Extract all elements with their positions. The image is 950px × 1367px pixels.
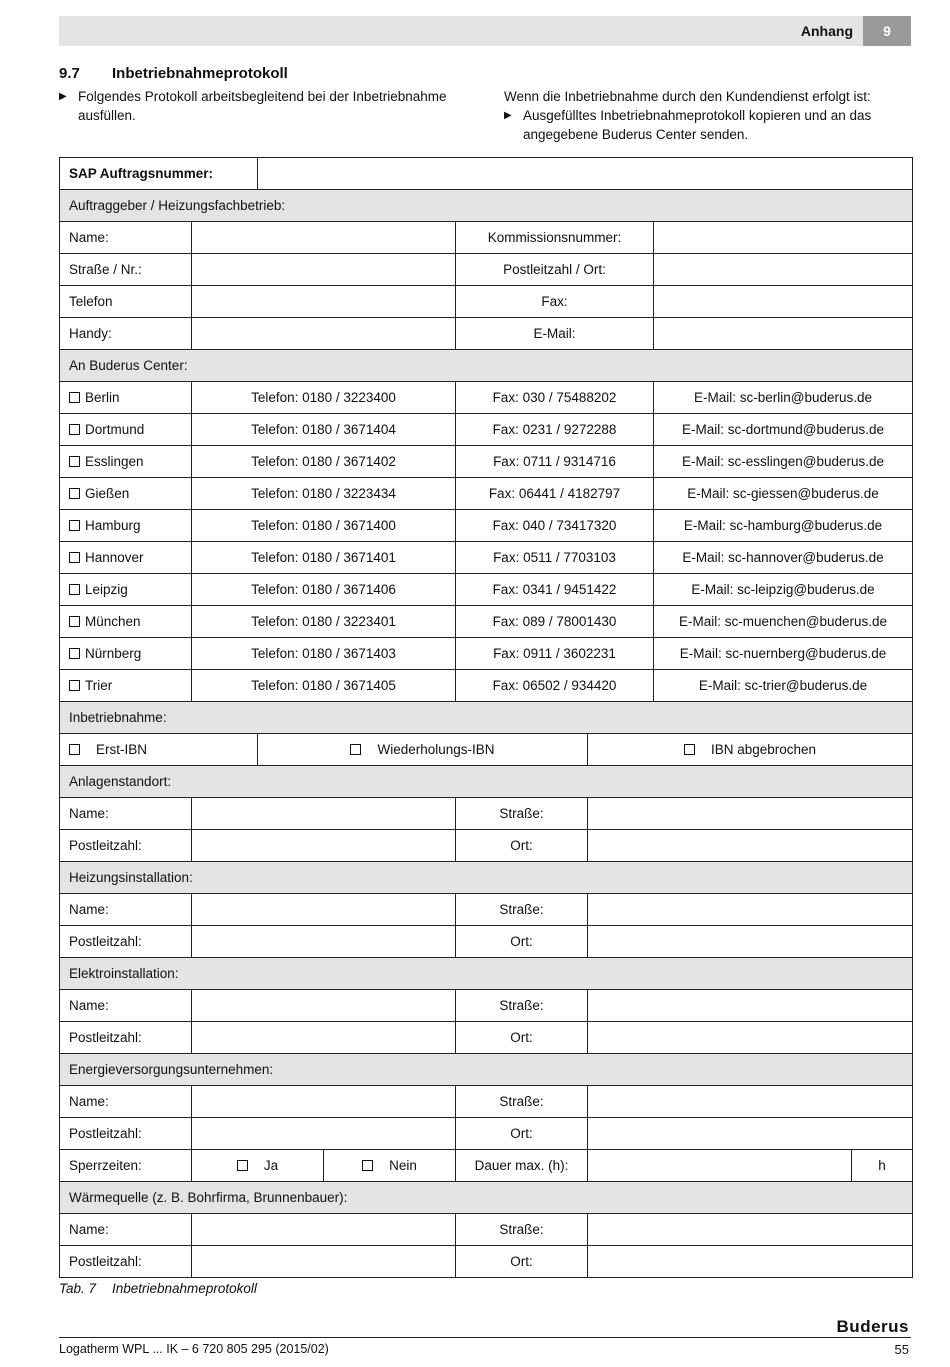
client-email-input[interactable] — [654, 318, 913, 350]
center-email: E-Mail: sc-muenchen@buderus.de — [654, 606, 913, 638]
center-city[interactable] — [60, 478, 192, 510]
ibn-abort-label: IBN abgebrochen — [710, 742, 817, 757]
intro-right-bullet — [504, 106, 871, 144]
center-city[interactable] — [60, 542, 192, 574]
energy-name-right-input[interactable] — [588, 1086, 913, 1118]
heating-plz-right-label: Ort: — [456, 926, 588, 958]
sap-label: SAP Auftragsnummer: — [60, 158, 258, 190]
center-email: E-Mail: sc-giessen@buderus.de — [654, 478, 913, 510]
center-city-label: Leipzig — [85, 582, 128, 597]
electro-header: Elektroinstallation: — [60, 958, 913, 990]
checkbox-icon[interactable] — [69, 648, 80, 659]
center-phone: Telefon: 0180 / 3671403 — [192, 638, 456, 670]
checkbox-icon[interactable] — [350, 744, 361, 755]
kommission-input[interactable] — [654, 222, 913, 254]
site-name-right-input[interactable] — [588, 798, 913, 830]
heating-header: Heizungsinstallation: — [60, 862, 913, 894]
ibn-repeat-label: Wiederholungs-IBN — [377, 742, 495, 757]
ibn-first-option[interactable] — [60, 734, 258, 766]
source-name-right-label: Straße: — [456, 1214, 588, 1246]
source-plz-label: Postleitzahl: — [60, 1246, 192, 1278]
source-name-right-input[interactable] — [588, 1214, 913, 1246]
center-row — [60, 446, 913, 478]
client-plz-ort-input[interactable] — [654, 254, 913, 286]
checkbox-icon[interactable] — [69, 520, 80, 531]
center-email: E-Mail: sc-trier@buderus.de — [654, 670, 913, 702]
site-plz-right-input[interactable] — [588, 830, 913, 862]
checkbox-icon[interactable] — [362, 1160, 373, 1171]
center-header: An Buderus Center: — [60, 350, 913, 382]
bullet-triangle-icon: ▶ — [504, 110, 512, 121]
table-caption — [59, 1281, 257, 1296]
center-row — [60, 414, 913, 446]
footer-divider — [59, 1337, 911, 1338]
client-mobile-input[interactable] — [192, 318, 456, 350]
heating-name-right-input[interactable] — [588, 894, 913, 926]
site-plz-row — [60, 830, 913, 862]
electro-name-label: Name: — [60, 990, 192, 1022]
energy-plz-right-label: Ort: — [456, 1118, 588, 1150]
center-email: E-Mail: sc-nuernberg@buderus.de — [654, 638, 913, 670]
checkbox-icon[interactable] — [237, 1160, 248, 1171]
heating-name-row — [60, 894, 913, 926]
center-fax: Fax: 0911 / 3602231 — [456, 638, 654, 670]
electro-plz-label: Postleitzahl: — [60, 1022, 192, 1054]
heating-plz-input[interactable] — [192, 926, 456, 958]
center-city-label: Esslingen — [85, 454, 144, 469]
heating-plz-right-input[interactable] — [588, 926, 913, 958]
client-mobile-label: Handy: — [60, 318, 192, 350]
ibn-repeat-option[interactable] — [258, 734, 588, 766]
checkbox-icon[interactable] — [69, 424, 80, 435]
center-city-label: Trier — [85, 678, 113, 693]
client-fax-label: Fax: — [456, 286, 654, 318]
energy-plz-input[interactable] — [192, 1118, 456, 1150]
ibn-options-row — [60, 734, 913, 766]
site-name-input[interactable] — [192, 798, 456, 830]
electro-name-row — [60, 990, 913, 1022]
ibn-header-row — [60, 702, 913, 734]
center-row — [60, 542, 913, 574]
center-email: E-Mail: sc-berlin@buderus.de — [654, 382, 913, 414]
center-row — [60, 638, 913, 670]
center-phone: Telefon: 0180 / 3671400 — [192, 510, 456, 542]
energy-name-input[interactable] — [192, 1086, 456, 1118]
client-header-row — [60, 190, 913, 222]
commissioning-protocol-table — [59, 157, 913, 1278]
energy-name-right-label: Straße: — [456, 1086, 588, 1118]
checkbox-icon[interactable] — [69, 552, 80, 563]
client-mobile-row — [60, 318, 913, 350]
center-row — [60, 574, 913, 606]
checkbox-icon[interactable] — [69, 744, 80, 755]
client-fax-input[interactable] — [654, 286, 913, 318]
client-name-input[interactable] — [192, 222, 456, 254]
center-city-label: Berlin — [85, 390, 120, 405]
ibn-first-label: Erst-IBN — [96, 742, 148, 757]
bullet-triangle-icon: ▶ — [59, 91, 67, 102]
center-phone: Telefon: 0180 / 3671404 — [192, 414, 456, 446]
site-plz-label: Postleitzahl: — [60, 830, 192, 862]
center-city[interactable] — [60, 382, 192, 414]
energy-name-row — [60, 1086, 913, 1118]
dauer-input[interactable] — [588, 1150, 852, 1182]
heating-plz-label: Postleitzahl: — [60, 926, 192, 958]
electro-name-right-input[interactable] — [588, 990, 913, 1022]
caption-title: Inbetriebnahmeprotokoll — [112, 1281, 257, 1296]
site-name-row — [60, 798, 913, 830]
center-fax: Fax: 06502 / 934420 — [456, 670, 654, 702]
center-city[interactable] — [60, 574, 192, 606]
client-phone-row — [60, 286, 913, 318]
checkbox-icon[interactable] — [69, 616, 80, 627]
page-header — [59, 16, 911, 46]
intro-left-bullet — [59, 87, 447, 125]
intro-left-line-1: Folgendes Protokoll arbeitsbegleitend bei der Inbetriebnahme — [78, 89, 447, 104]
center-email: E-Mail: sc-leipzig@buderus.de — [654, 574, 913, 606]
header-chapter-number: 9 — [863, 16, 911, 46]
site-name-label: Name: — [60, 798, 192, 830]
center-city-label: Hamburg — [85, 518, 141, 533]
ibn-abort-option[interactable] — [588, 734, 913, 766]
electro-plz-input[interactable] — [192, 1022, 456, 1054]
checkbox-icon[interactable] — [69, 488, 80, 499]
sperrzeiten-label: Sperrzeiten: — [60, 1150, 192, 1182]
sperrzeiten-ja-option[interactable] — [192, 1150, 324, 1182]
sap-input[interactable] — [258, 158, 913, 190]
site-header-row — [60, 766, 913, 798]
client-plz-ort-label: Postleitzahl / Ort: — [456, 254, 654, 286]
hours-unit: h — [852, 1150, 913, 1182]
heating-header-row — [60, 862, 913, 894]
center-phone: Telefon: 0180 / 3671402 — [192, 446, 456, 478]
client-name-row — [60, 222, 913, 254]
site-header: Anlagenstandort: — [60, 766, 913, 798]
source-plz-row — [60, 1246, 913, 1278]
site-name-right-label: Straße: — [456, 798, 588, 830]
checkbox-icon[interactable] — [69, 456, 80, 467]
source-header: Wärmequelle (z. B. Bohrfirma, Brunnenbauer): — [60, 1182, 913, 1214]
center-fax: Fax: 06441 / 4182797 — [456, 478, 654, 510]
client-name-label: Name: — [60, 222, 192, 254]
center-email: E-Mail: sc-hannover@buderus.de — [654, 542, 913, 574]
kommission-label: Kommissionsnummer: — [456, 222, 654, 254]
center-city[interactable] — [60, 670, 192, 702]
source-header-row — [60, 1182, 913, 1214]
center-row — [60, 510, 913, 542]
center-row — [60, 670, 913, 702]
intro-left-line-2: ausfüllen. — [78, 108, 136, 123]
center-city[interactable] — [60, 414, 192, 446]
source-plz-right-input[interactable] — [588, 1246, 913, 1278]
heating-name-right-label: Straße: — [456, 894, 588, 926]
center-header-row — [60, 350, 913, 382]
center-fax: Fax: 0231 / 9272288 — [456, 414, 654, 446]
dauer-label: Dauer max. (h): — [456, 1150, 588, 1182]
heating-name-label: Name: — [60, 894, 192, 926]
intro-right-line-1: Ausgefülltes Inbetriebnahmeprotokoll kopieren und an das — [523, 108, 872, 123]
energy-plz-label: Postleitzahl: — [60, 1118, 192, 1150]
sperrzeiten-nein-option[interactable] — [324, 1150, 456, 1182]
electro-plz-right-input[interactable] — [588, 1022, 913, 1054]
client-street-row — [60, 254, 913, 286]
checkbox-icon[interactable] — [69, 584, 80, 595]
sap-row — [60, 158, 913, 190]
intro-right-line-2: angegebene Buderus Center senden. — [523, 127, 749, 142]
electro-name-input[interactable] — [192, 990, 456, 1022]
section-title — [59, 65, 288, 82]
center-phone: Telefon: 0180 / 3223400 — [192, 382, 456, 414]
energy-name-label: Name: — [60, 1086, 192, 1118]
client-header: Auftraggeber / Heizungsfachbetrieb: — [60, 190, 913, 222]
center-phone: Telefon: 0180 / 3671401 — [192, 542, 456, 574]
client-street-label: Straße / Nr.: — [60, 254, 192, 286]
site-plz-input[interactable] — [192, 830, 456, 862]
center-email: E-Mail: sc-esslingen@buderus.de — [654, 446, 913, 478]
electro-header-row — [60, 958, 913, 990]
center-row — [60, 606, 913, 638]
electro-plz-row — [60, 1022, 913, 1054]
checkbox-icon[interactable] — [69, 680, 80, 691]
energy-plz-right-input[interactable] — [588, 1118, 913, 1150]
intro-right-text: Wenn die Inbetriebnahme durch den Kundendienst erfolgt ist: — [504, 89, 871, 104]
source-name-row — [60, 1214, 913, 1246]
page-number: 55 — [894, 1342, 909, 1357]
heating-name-input[interactable] — [192, 894, 456, 926]
checkbox-icon[interactable] — [69, 392, 80, 403]
center-row — [60, 478, 913, 510]
source-name-label: Name: — [60, 1214, 192, 1246]
center-city-label: Hannover — [85, 550, 144, 565]
energy-header-row — [60, 1054, 913, 1086]
energy-header: Energieversorgungsunternehmen: — [60, 1054, 913, 1086]
footer-document-id: Logatherm WPL ... IK – 6 720 805 295 (2015/02) — [59, 1342, 329, 1356]
center-phone: Telefon: 0180 / 3671406 — [192, 574, 456, 606]
section-title-text: Inbetriebnahmeprotokoll — [112, 65, 288, 82]
section-number: 9.7 — [59, 65, 80, 82]
client-phone-input[interactable] — [192, 286, 456, 318]
center-email: E-Mail: sc-hamburg@buderus.de — [654, 510, 913, 542]
center-city-label: München — [85, 614, 141, 629]
center-row — [60, 382, 913, 414]
source-name-input[interactable] — [192, 1214, 456, 1246]
ibn-header: Inbetriebnahme: — [60, 702, 913, 734]
center-phone: Telefon: 0180 / 3671405 — [192, 670, 456, 702]
client-email-label: E-Mail: — [456, 318, 654, 350]
center-fax: Fax: 089 / 78001430 — [456, 606, 654, 638]
heating-plz-row — [60, 926, 913, 958]
client-phone-label: Telefon — [60, 286, 192, 318]
center-phone: Telefon: 0180 / 3223434 — [192, 478, 456, 510]
buderus-logo: Buderus — [836, 1317, 909, 1336]
center-fax: Fax: 0341 / 9451422 — [456, 574, 654, 606]
nein-label: Nein — [389, 1158, 417, 1173]
ja-label: Ja — [263, 1158, 279, 1173]
center-email: E-Mail: sc-dortmund@buderus.de — [654, 414, 913, 446]
center-fax: Fax: 0511 / 7703103 — [456, 542, 654, 574]
center-city[interactable] — [60, 446, 192, 478]
center-city[interactable] — [60, 638, 192, 670]
site-plz-right-label: Ort: — [456, 830, 588, 862]
center-city-label: Nürnberg — [85, 646, 142, 661]
center-fax: Fax: 030 / 75488202 — [456, 382, 654, 414]
energy-plz-row — [60, 1118, 913, 1150]
sperrzeiten-row — [60, 1150, 913, 1182]
center-fax: Fax: 040 / 73417320 — [456, 510, 654, 542]
checkbox-icon[interactable] — [684, 744, 695, 755]
center-phone: Telefon: 0180 / 3223401 — [192, 606, 456, 638]
caption-number: Tab. 7 — [59, 1281, 97, 1296]
source-plz-input[interactable] — [192, 1246, 456, 1278]
electro-name-right-label: Straße: — [456, 990, 588, 1022]
header-section: Anhang — [800, 23, 853, 39]
center-city-label: Dortmund — [85, 422, 145, 437]
center-city[interactable] — [60, 606, 192, 638]
electro-plz-right-label: Ort: — [456, 1022, 588, 1054]
center-fax: Fax: 0711 / 9314716 — [456, 446, 654, 478]
source-plz-right-label: Ort: — [456, 1246, 588, 1278]
center-city[interactable] — [60, 510, 192, 542]
center-city-label: Gießen — [85, 486, 130, 501]
client-street-input[interactable] — [192, 254, 456, 286]
